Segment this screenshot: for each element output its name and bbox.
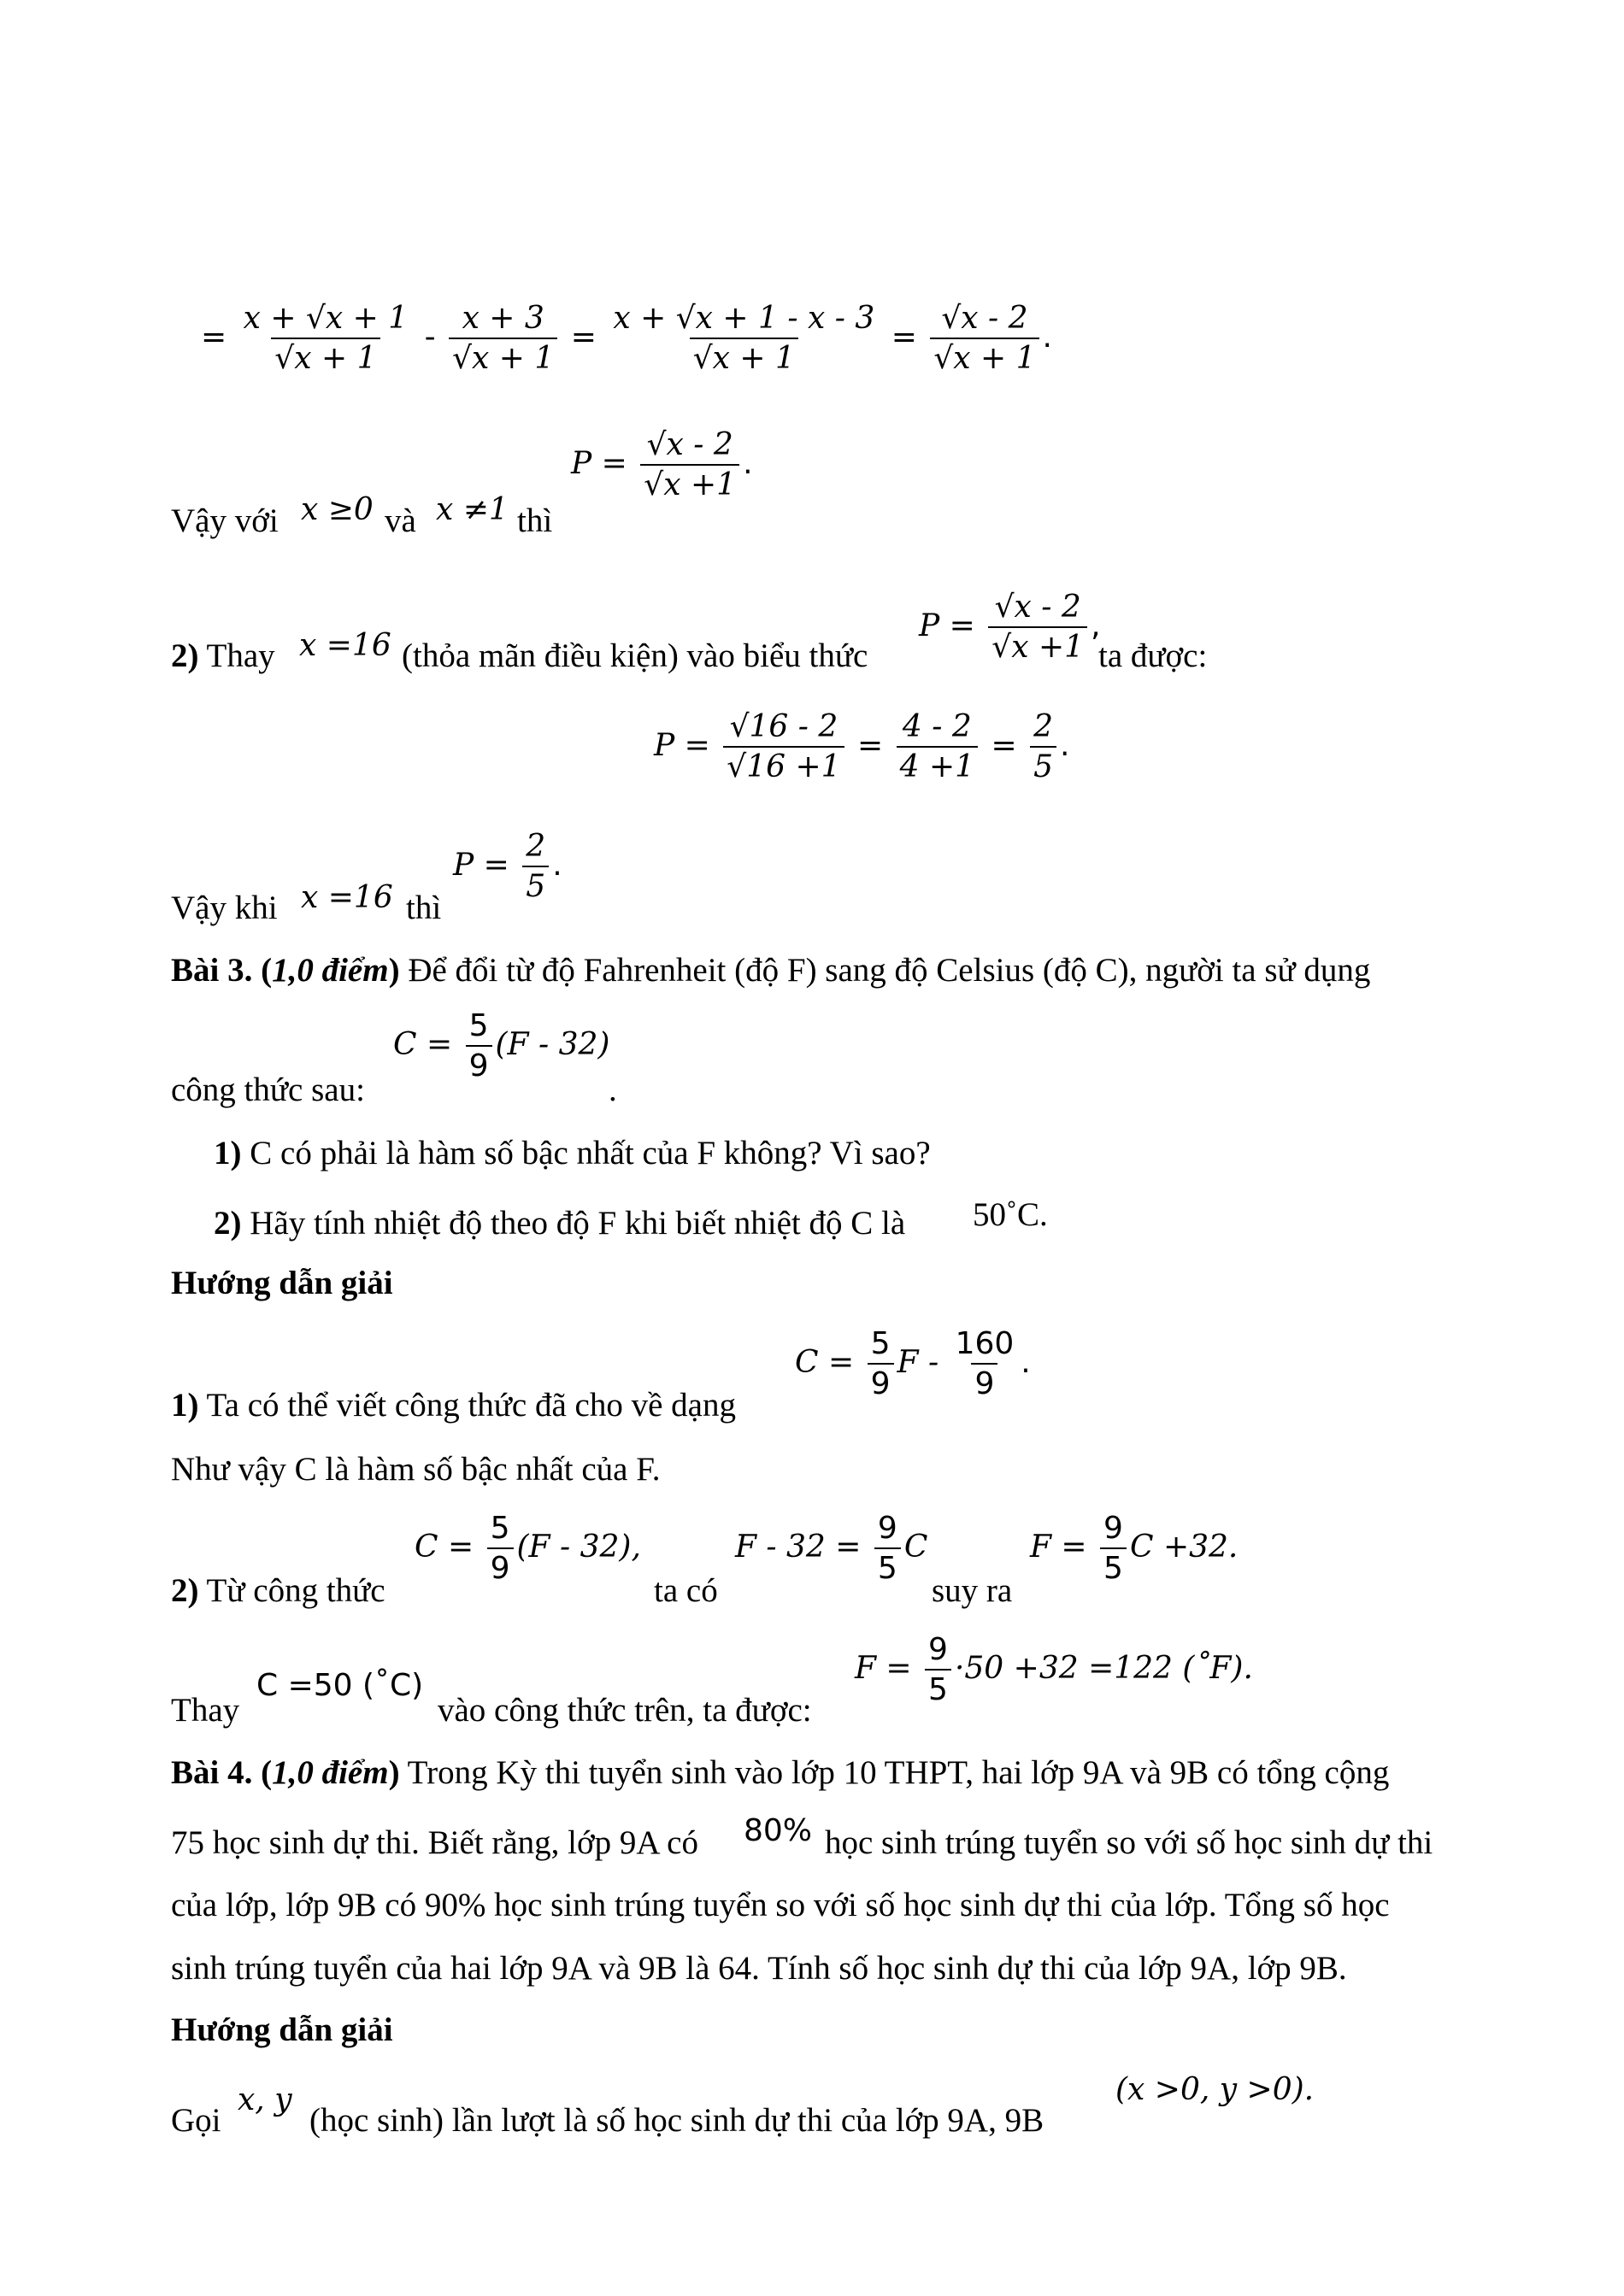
temperature: 50˚C. <box>973 1196 1048 1233</box>
formula-f: F = $\frac{9}{5}$ ·50 +32 =122 (˚F). <box>855 1632 1253 1707</box>
text: (thỏa mãn điều kiện) vào biểu thức <box>402 637 868 674</box>
formula: F = $\frac{9}{5}$ C +32. <box>1030 1511 1239 1586</box>
text: của lớp, lớp 9B có 90% học sinh trúng tuyển so với số học sinh dự thi của lớp. Tổng số học <box>171 1887 1390 1923</box>
question-2: 2) Hãy tính nhiệt độ theo độ F khi biết nhiệt độ C là <box>214 1205 906 1242</box>
text: Gọi <box>171 2102 221 2139</box>
text: vào công thức trên, ta được: <box>438 1692 812 1729</box>
conclusion-text: Vậy khi <box>171 890 278 926</box>
calculation-p: P = $\frac{√16 - 2}{√16 +1}$ = $\frac{4 - 2}{4 +1}$ = $\frac{2}{5}$ . <box>654 709 1070 784</box>
text: suy ra <box>932 1572 1013 1609</box>
text: ta có <box>654 1572 718 1609</box>
condition: (x >0, y >0). <box>1115 2072 1315 2107</box>
problem-4-heading: Bài 4. (1,0 điểm) Trong Kỳ thi tuyển sinh vào lớp 10 THPT, hai lớp 9A và 9B có tổng cộng <box>171 1754 1390 1791</box>
formula: C = $\frac{5}{9}$ (F - 32), <box>415 1511 641 1586</box>
text: và <box>385 502 416 539</box>
equation-chain-1: = $\frac{x + √x + 1}{√x + 1}$ - $\frac{x + 3}{√x + 1}$ = $\frac{x + √x + 1 - x - 3}{√x + 1}$ = $\frac{√x - 2}{√x + 1}$ . <box>201 301 1052 376</box>
percentage: 80% <box>744 1813 813 1848</box>
text: học sinh trúng tuyển so với số học sinh dự thi <box>825 1824 1433 1861</box>
formula-c-linear: C = $\frac{5}{9}$ F - $\frac{160}{9}$ . <box>795 1326 1031 1401</box>
fraction: $\frac{√x - 2}{√x + 1}$ <box>930 301 1039 376</box>
formula-p: P = $\frac{√x - 2}{√x +1}$ . <box>571 427 753 502</box>
condition: C =50 (˚C) <box>256 1668 424 1703</box>
formula-p: P = $\frac{√x - 2}{√x +1}$ , <box>919 590 1101 665</box>
text: công thức sau: <box>171 1072 365 1108</box>
text: sinh trúng tuyển của hai lớp 9A và 9B là 64. Tính số học sinh dự thi của lớp 9A, lớp 9B. <box>171 1950 1347 1987</box>
text: ta được: <box>1098 637 1208 674</box>
fraction: $\frac{x + √x + 1 - x - 3}{√x + 1}$ <box>613 301 875 376</box>
guide-heading: Hướng dẫn giải <box>171 2011 393 2048</box>
text: thì <box>406 890 442 926</box>
fraction: $\frac{x + √x + 1}{√x + 1}$ <box>243 301 409 376</box>
formula: F - 32 = $\frac{9}{5}$ C <box>735 1511 928 1586</box>
guide-heading: Hướng dẫn giải <box>171 1265 393 1301</box>
part-2-text: 2) Thay <box>171 637 275 674</box>
condition: x ≠1 <box>436 492 509 527</box>
conclusion-text: Vậy với <box>171 502 279 539</box>
text: Thay <box>171 1692 240 1729</box>
solution-2: 2) Từ công thức <box>171 1572 385 1609</box>
fraction: $\frac{x + 3}{√x + 1}$ <box>449 301 557 376</box>
solution-1: 1) Ta có thể viết công thức đã cho về dạng <box>171 1387 736 1424</box>
formula-c: C = $\frac{5}{9}$ (F - 32) <box>393 1008 610 1083</box>
text: Như vậy C là hàm số bậc nhất của F. <box>171 1451 661 1488</box>
text: thì <box>517 502 553 539</box>
text: (học sinh) lần lượt là số học sinh dự thi của lớp 9A, 9B <box>309 2102 1044 2139</box>
text: . <box>609 1072 617 1108</box>
condition: x =16 <box>299 628 391 663</box>
condition: x =16 <box>301 880 393 915</box>
question-1: 1) C có phải là hàm số bậc nhất của F không? Vì sao? <box>214 1135 931 1171</box>
condition: x ≥0 <box>301 492 374 527</box>
problem-3-heading: Bài 3. (1,0 điểm) Để đổi từ độ Fahrenheit (độ F) sang độ Celsius (độ C), người ta sử dụng <box>171 952 1371 989</box>
text: 75 học sinh dự thi. Biết rằng, lớp 9A có <box>171 1824 698 1861</box>
variables: x, y <box>238 2082 292 2117</box>
formula-p: P = $\frac{2}{5}$ . <box>453 829 562 904</box>
